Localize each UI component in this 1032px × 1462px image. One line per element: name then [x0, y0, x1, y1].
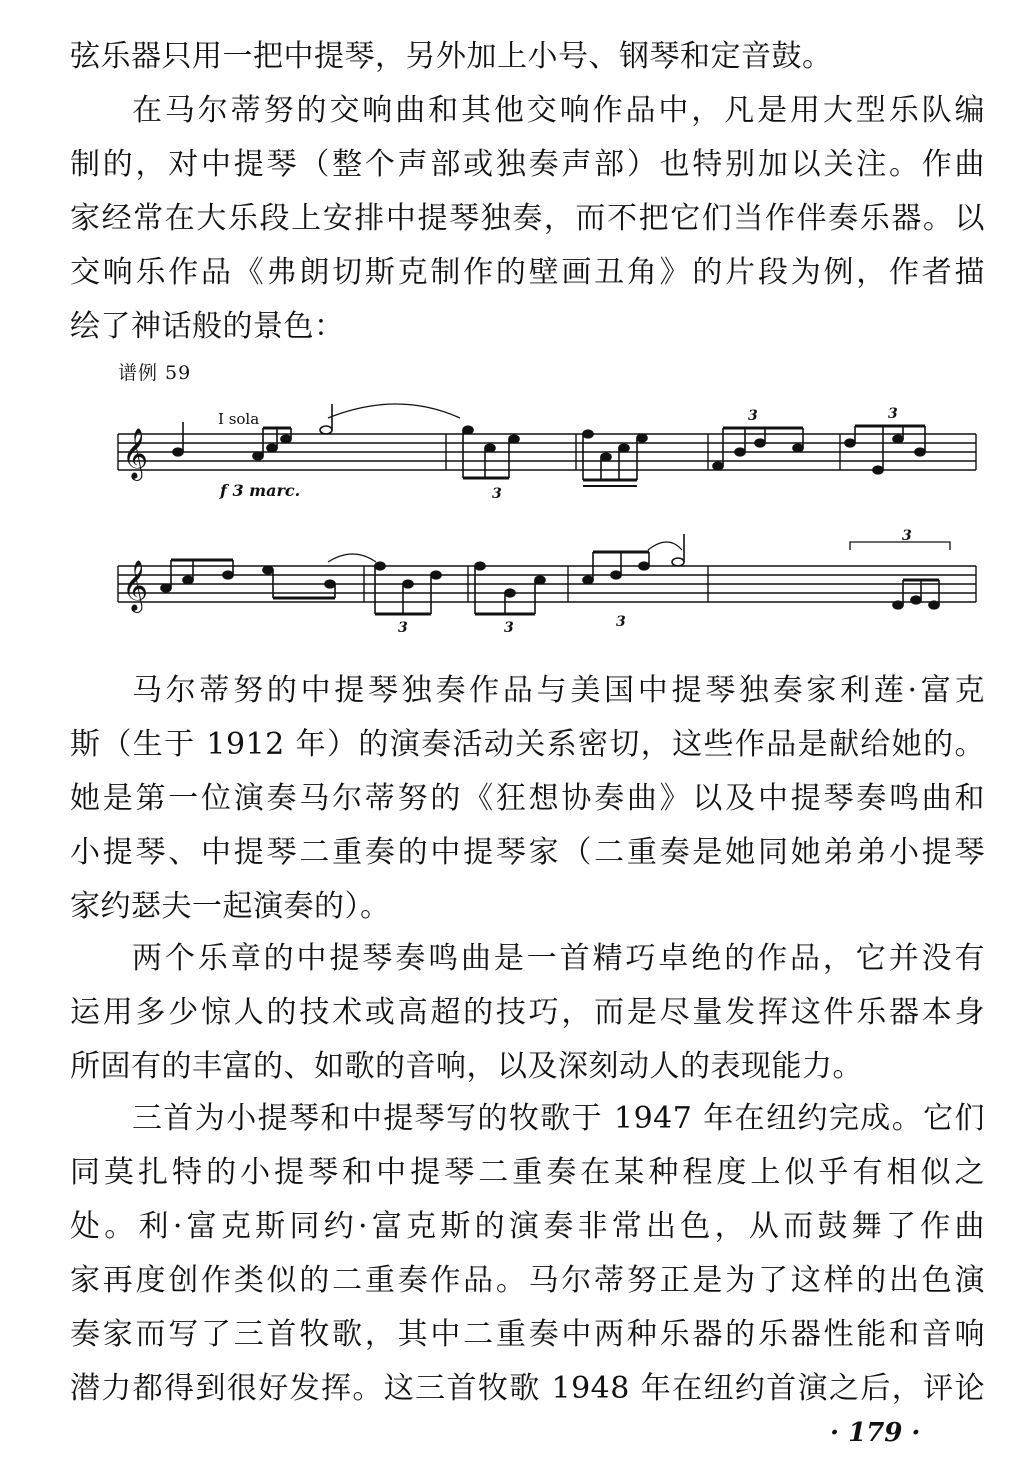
staff-system-2 [118, 566, 976, 602]
text-line: 小提琴、中提琴二重奏的中提琴家（二重奏是她同她弟弟小提琴 [70, 835, 985, 870]
music-score [108, 400, 988, 640]
text-line: 马尔蒂努的中提琴独奏作品与美国中提琴独奏家利莲·富克 [132, 673, 985, 708]
triplet-label: 3 [616, 614, 626, 630]
text-line: 奏家而写了三首牧歌，其中二重奏中两种乐器的乐器性能和音响 [70, 1317, 985, 1352]
text-line: 处。利·富克斯同约·富克斯的演奏非常出色，从而鼓舞了作曲 [70, 1209, 985, 1244]
text-line: 潜力都得到很好发挥。这三首牧歌 1948 年在纽约首演之后，评论 [70, 1371, 985, 1406]
text-line: 绘了神话般的景色： [70, 309, 345, 344]
text-line: 所固有的丰富的、如歌的音响，以及深刻动人的表现能力。 [70, 1049, 863, 1084]
text-line: 同莫扎特的小提琴和中提琴二重奏在某种程度上似乎有相似之 [70, 1155, 985, 1190]
paragraph-intro [70, 30, 985, 84]
triplet-label: 3 [492, 486, 502, 502]
triplet-label: 3 [398, 620, 408, 636]
triplet-label: 3 [902, 528, 912, 544]
text-line: 家约瑟夫一起演奏的）。 [70, 889, 391, 924]
example-caption: 谱例 59 [118, 362, 192, 384]
triplet-label: 3 [748, 408, 758, 424]
paragraph-4 [70, 1092, 985, 1416]
treble-clef-icon: 𝄞 [122, 428, 149, 479]
paragraph-2 [70, 664, 985, 934]
text-line: 她是第一位演奏马尔蒂努的《狂想协奏曲》以及中提琴奏鸣曲和 [70, 781, 985, 816]
notes-system-1 [173, 404, 925, 486]
triplet-label: 3 [888, 406, 898, 422]
text-line: 弦乐器只用一把中提琴，另外加上小号、钢琴和定音鼓。 [70, 39, 833, 74]
text-line: 两个乐章的中提琴奏鸣曲是一首精巧卓绝的作品，它并没有 [132, 941, 985, 976]
paragraph-1 [70, 84, 985, 354]
treble-clef-icon: 𝄞 [122, 560, 149, 611]
paragraph-3 [70, 932, 985, 1094]
solo-marking: I sola [218, 410, 260, 428]
text-line: 家再度创作类似的二重奏作品。马尔蒂努正是为了这样的出色演 [70, 1263, 985, 1298]
triplet-label: 3 [504, 620, 514, 636]
text-line: 家经常在大乐段上安排中提琴独奏，而不把它们当作伴奏乐器。以 [70, 201, 985, 236]
text-line: 制的，对中提琴（整个声部或独奏声部）也特别加以关注。作曲 [70, 147, 985, 182]
text-line: 运用多少惊人的技术或高超的技巧，而是尽量发挥这件乐器本身 [70, 995, 985, 1030]
text-line: 交响乐作品《弗朗切斯克制作的壁画丑角》的片段为例，作者描 [70, 255, 985, 290]
dynamic-marking: f 3 marc. [220, 481, 301, 500]
text-line: 三首为小提琴和中提琴写的牧歌于 1947 年在纽约完成。它们 [132, 1101, 985, 1136]
page-number: · 179 · [830, 1418, 921, 1448]
text-line: 斯（生于 1912 年）的演奏活动关系密切，这些作品是献给她的。 [70, 727, 985, 762]
text-line: 在马尔蒂努的交响曲和其他交响作品中，凡是用大型乐队编 [132, 93, 985, 128]
